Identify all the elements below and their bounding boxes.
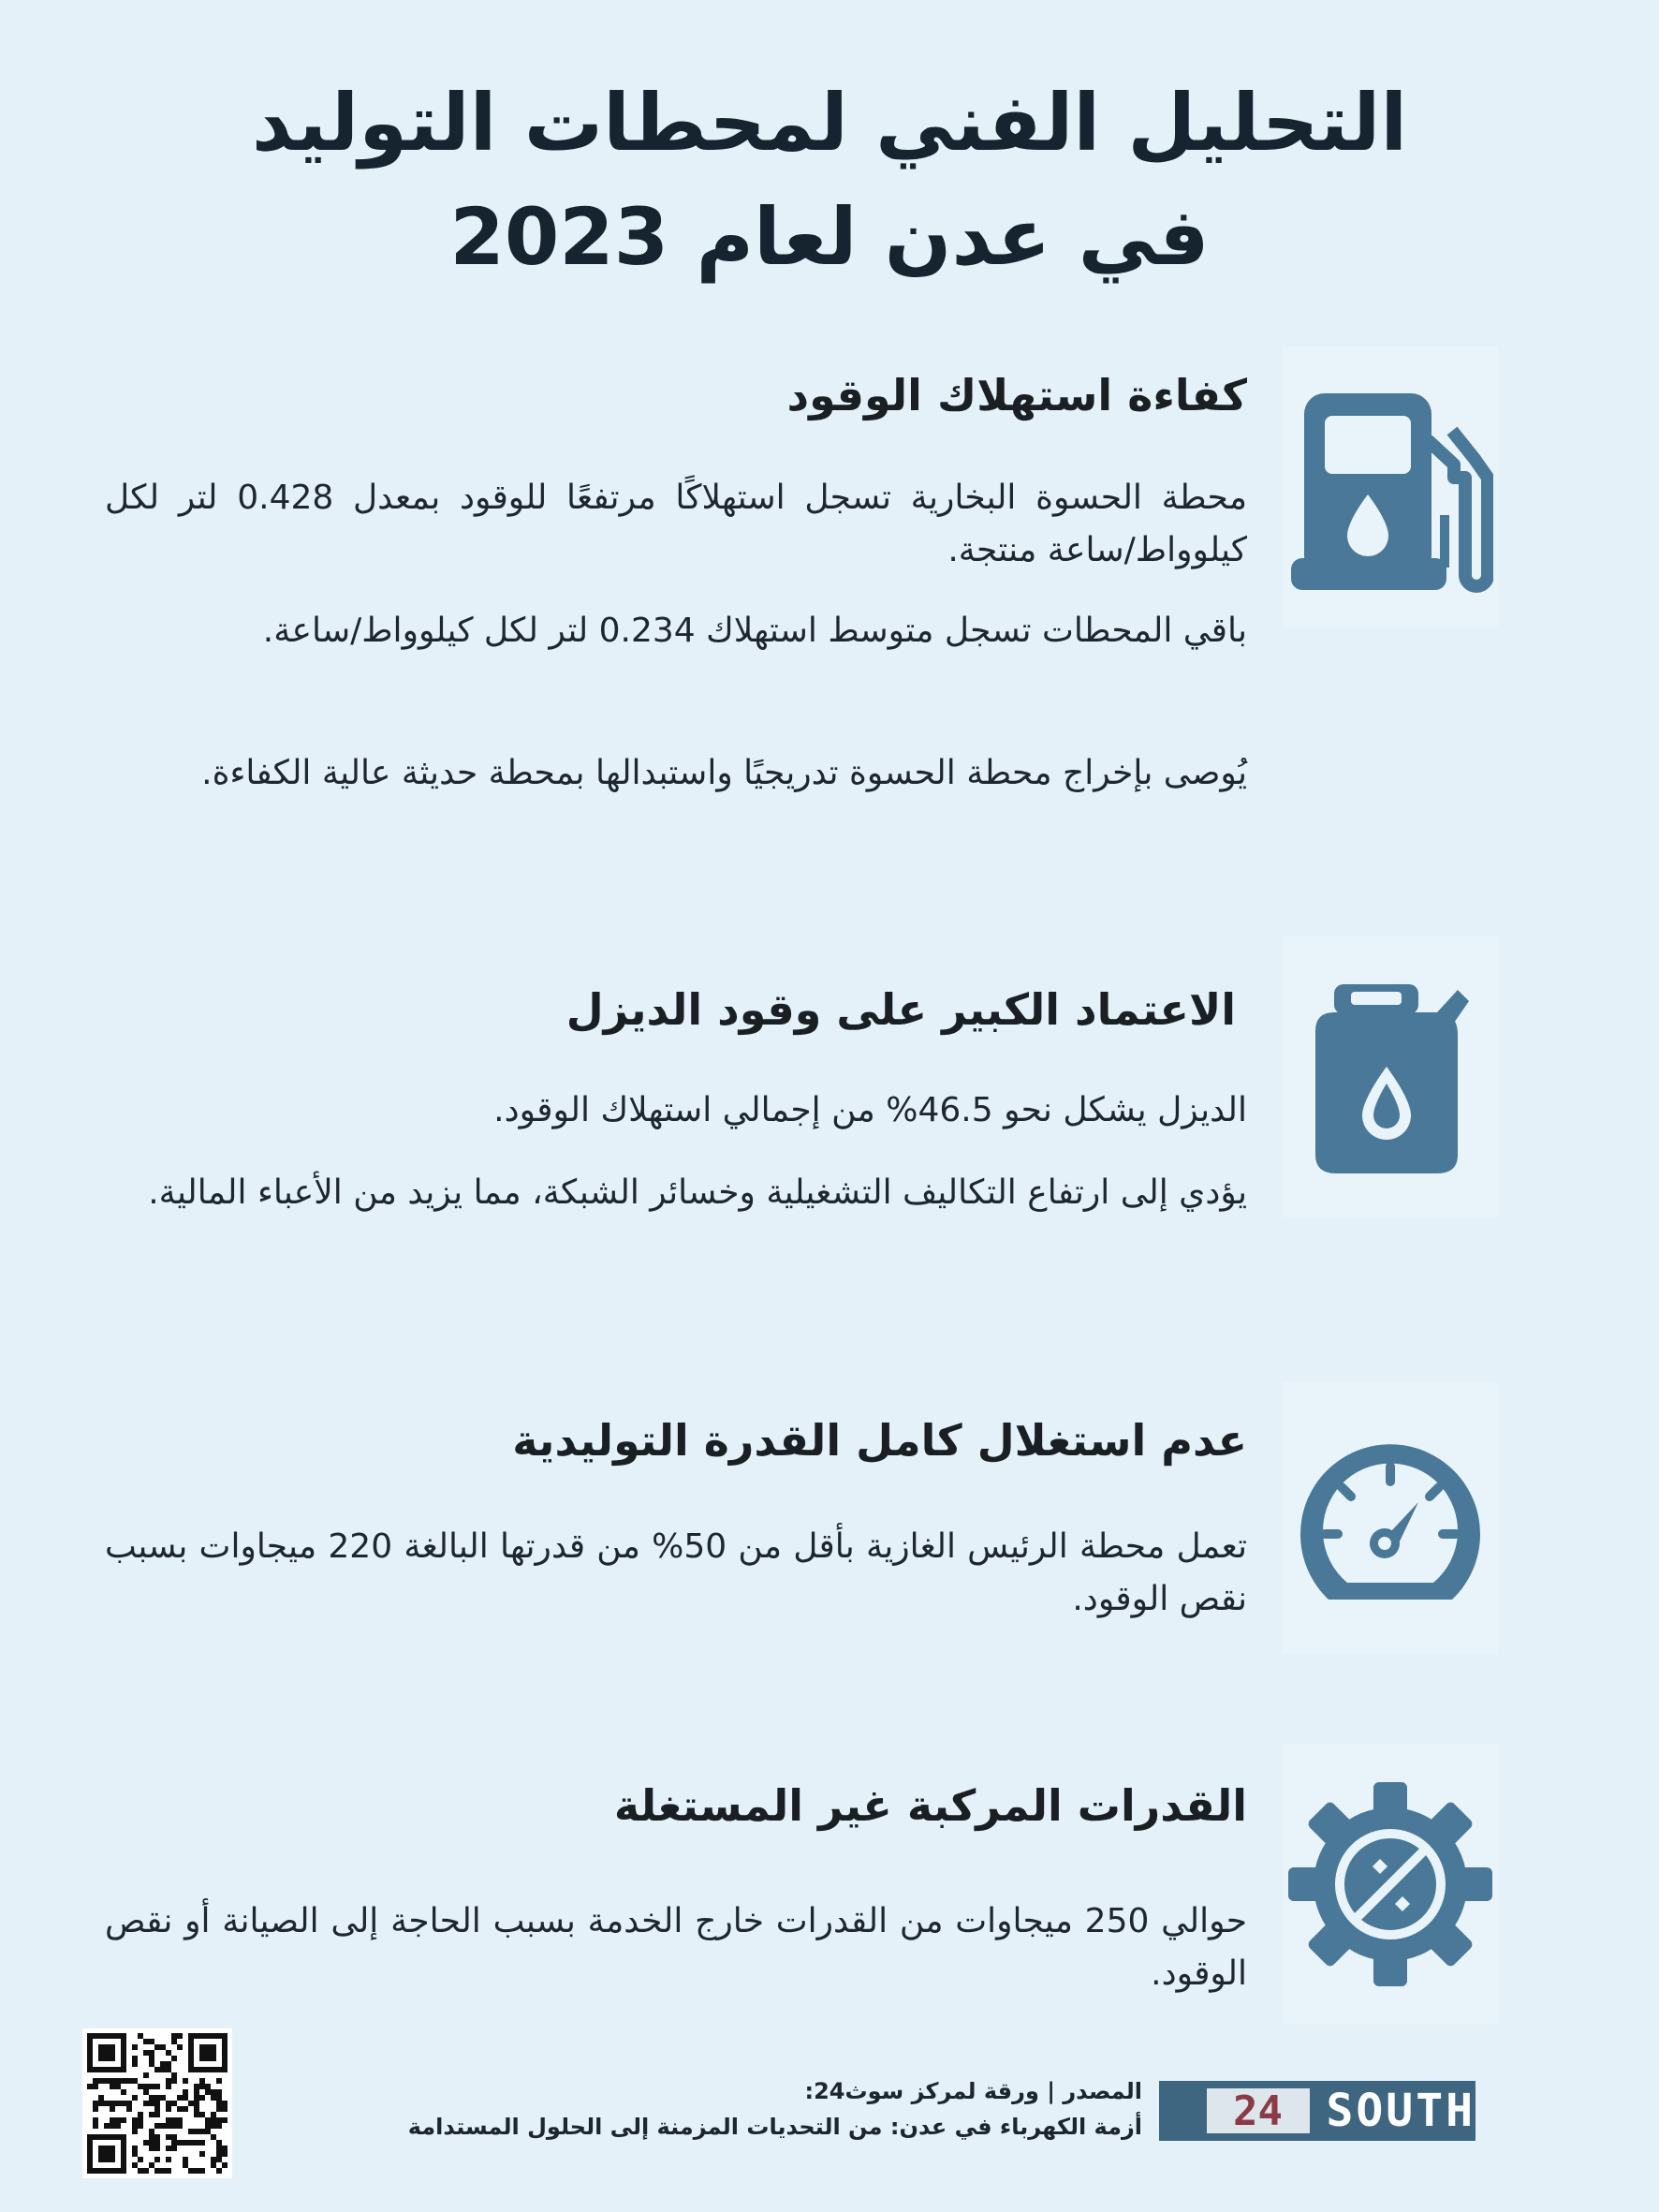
section-paragraph: الديزل يشكل نحو 46.5% من إجمالي استهلاك الوقود. xyxy=(493,1091,1247,1129)
gauge-icon xyxy=(1283,1382,1498,1654)
section-heading: القدرات المركبة غير المستغلة xyxy=(613,1780,1247,1831)
title-line-2: في عدن لعام 2023 xyxy=(449,191,1210,283)
fuel-canister-icon xyxy=(1283,936,1498,1217)
section-heading: كفاءة استهلاك الوقود xyxy=(786,370,1247,420)
section-heading: الاعتماد الكبير على وقود الديزل xyxy=(565,984,1236,1035)
logo-number: 24 xyxy=(1207,2088,1310,2133)
section-paragraph: تعمل محطة الرئيس الغازية بأقل من 50% من قدرتها البالغة 220 ميجاوات بسبب نقص الوقود. xyxy=(105,1527,1247,1618)
source-line-1: المصدر | ورقة لمركز سوث24: xyxy=(804,2078,1142,2104)
section-paragraph: باقي المحطات تسجل متوسط استهلاك 0.234 لتر لكل كيلوواط/ساعة. xyxy=(262,612,1247,650)
section-paragraph: يؤدي إلى ارتفاع التكاليف التشغيلية وخسائر الشبكة، مما يزيد من الأعباء المالية. xyxy=(148,1173,1247,1212)
logo-text: SOUTH xyxy=(1326,2085,1475,2137)
source-line-2: أزمة الكهرباء في عدن: من التحديات المزمنة إلى الحلول المستدامة xyxy=(407,2114,1142,2140)
section-paragraph: حوالي 250 ميجاوات من القدرات خارج الخدمة بسبب الحاجة إلى الصيانة أو نقص الوقود. xyxy=(105,1902,1247,1993)
source-citation xyxy=(408,2073,1142,2145)
south24-logo xyxy=(1159,2081,1475,2141)
section-paragraph: محطة الحسوة البخارية تسجل استهلاكًا مرتفعًا للوقود بمعدل 0.428 لتر لكل كيلوواط/ساعة منتجة. xyxy=(105,479,1247,569)
title-line-1: التحليل الفني لمحطات التوليد xyxy=(251,77,1408,169)
gear-disabled-icon xyxy=(1283,1744,1498,2025)
qr-code-icon xyxy=(82,2028,232,2178)
section-heading: عدم استغلال كامل القدرة التوليدية xyxy=(512,1415,1247,1466)
fuel-pump-icon xyxy=(1283,347,1498,627)
page-title xyxy=(0,66,1659,294)
section-paragraph: يُوصى بإخراج محطة الحسوة تدريجيًا واستبدالها بمحطة حديثة عالية الكفاءة. xyxy=(201,754,1247,792)
